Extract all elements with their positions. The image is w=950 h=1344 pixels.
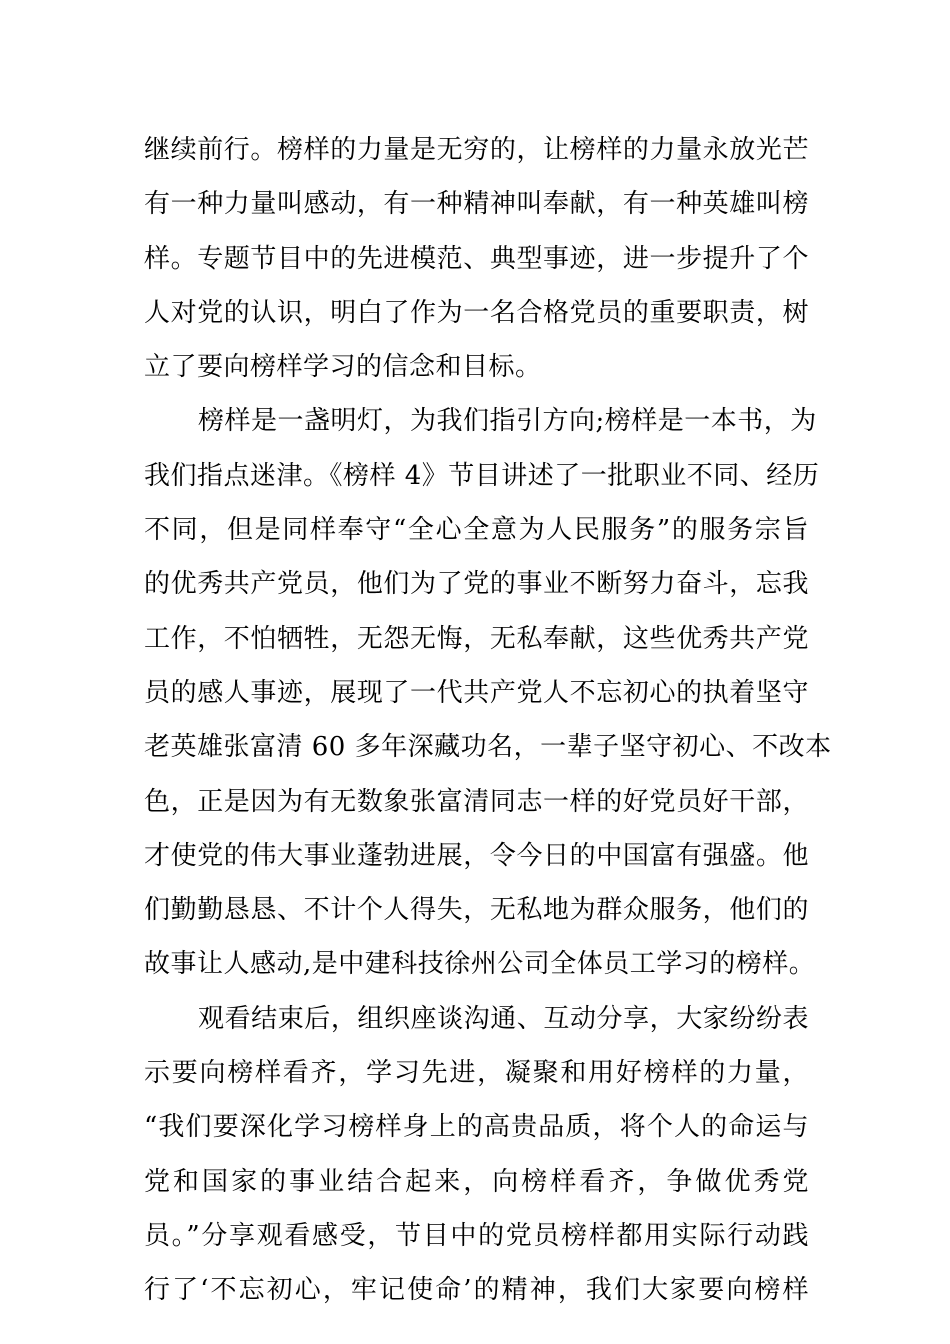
text-line: 不同，但是同样奉守“全心全意为人民服务”的服务宗旨 [144,515,809,546]
text-line: 员。”分享观看感受，节目中的党员榜样都用实际行动践 [144,1220,809,1251]
text-line: 员的感人事迹，展现了一代共产党人不忘初心的执着坚守 [144,677,809,708]
text-line: 样。专题节目中的先进模范、典型事迹，进一步提升了个 [144,243,809,274]
text-line: 示要向榜样看齐，学习先进，凝聚和用好榜样的力量， [144,1058,809,1089]
text-line: 榜样是一盏明灯，为我们指引方向;榜样是一本书，为 [198,406,817,437]
text-line: 我们指点迷津。《榜样 4》节目讲述了一批职业不同、经历 [144,460,820,491]
text-line: 立了要向榜样学习的信念和目标。 [144,352,542,383]
text-line: 继续前行。榜样的力量是无穷的，让榜样的力量永放光芒 [144,135,809,165]
text-line: 有一种力量叫感动，有一种精神叫奉献，有一种英雄叫榜 [144,189,809,220]
text-line: 故事让人感动,是中建科技徐州公司全体员工学习的榜样。 [144,949,816,980]
text-line: 色，正是因为有无数象张富清同志一样的好党员好干部， [144,786,809,817]
text-line: 老英雄张富清 60 多年深藏功名，一辈子坚守初心、不改本 [144,732,832,763]
text-line: 的优秀共产党员，他们为了党的事业不断努力奋斗，忘我 [144,569,809,600]
text-line: 工作，不怕牺牲，无怨无悔，无私奉献，这些优秀共产党 [144,623,809,654]
text-line: 人对党的认识，明白了作为一名合格党员的重要职责，树 [144,297,809,328]
text-line: 党和国家的事业结合起来，向榜样看齐，争做优秀党 [144,1166,809,1197]
text-line: 观看结束后，组织座谈沟通、互动分享，大家纷纷表 [198,1003,809,1034]
text-line: 才使党的伟大事业蓬勃进展，令今日的中国富有强盛。他 [144,840,809,871]
text-line: 们勤勤恳恳、不计个人得失，无私地为群众服务，他们的 [144,895,809,926]
text-line: 行了‘不忘初心，牢记使命’的精神，我们大家要向榜样 [144,1275,809,1306]
body-text [144,123,832,1318]
text-line: “我们要深化学习榜样身上的高贵品质，将个人的命运与 [144,1112,809,1143]
